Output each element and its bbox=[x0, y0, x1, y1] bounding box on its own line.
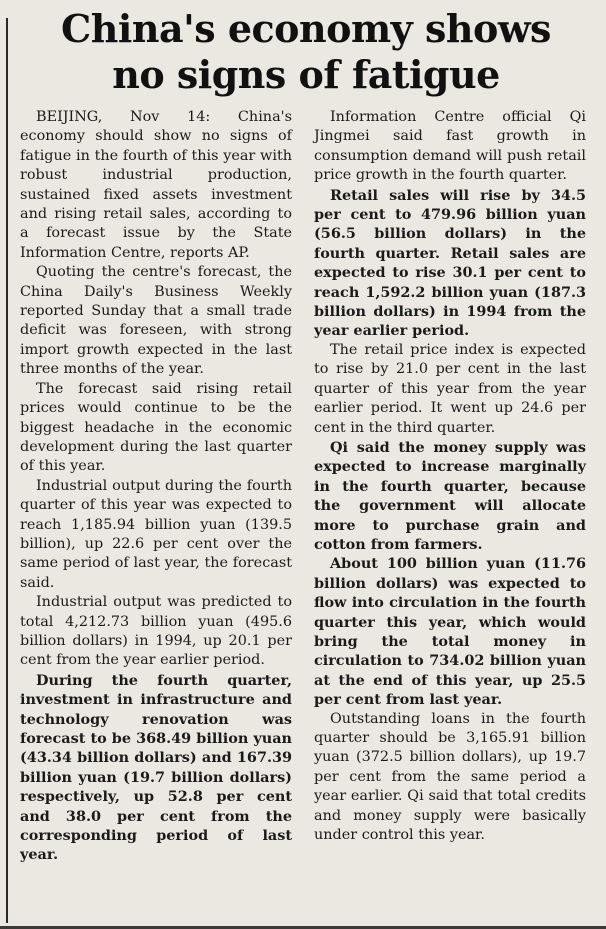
paragraph: The forecast said rising retail prices would continue to be the biggest headache in the economic development during the last quarter of this year. bbox=[20, 380, 292, 475]
headline-line-2: no signs of fatigue bbox=[112, 52, 500, 97]
headline bbox=[14, 6, 598, 98]
paragraph: About 100 billion yuan (11.76 billion dollars) was expected to flow into circulation in the fourth quarter this year, which would bring the total money in circulation to 734.02 billion yuan at the end of this year, up 25.5 per cent from last year. bbox=[314, 555, 586, 709]
paragraph: Information Centre official Qi Jingmei said fast growth in consumption demand will push retail price growth in the fourth quarter. bbox=[314, 109, 586, 184]
paragraph: Industrial output during the fourth quarter of this year was expected to reach 1,185.94 billion yuan (139.5 billion), up 22.6 per cent over the same period of last year, the forecast said. bbox=[20, 477, 292, 591]
paragraph: Qi said the money supply was expected to increase marginally in the fourth quarter, because the government will allocate more to purchase grain and cotton from farmers. bbox=[314, 438, 586, 553]
paragraph: BEIJING, Nov 14: China's economy should show no signs of fatigue in the fourth of this year with robust industrial production, sustained fixed assets investment and rising retail sales, according to a forecast issue by the State Information Centre, reports AP. bbox=[20, 109, 292, 261]
paragraph: Industrial output was predicted to total 4,212.73 billion yuan (495.6 billion dollars) in 1994, up 20.1 per cent from the year earlier period. bbox=[20, 594, 292, 669]
paragraph: Quoting the centre's forecast, the China Daily's Business Weekly reported Sunday that a small trade deficit was foreseen, with strong import growth expected in the last three months of the year. bbox=[20, 264, 292, 378]
paragraph: During the fourth quarter, investment in infrastructure and technology renovation was forecast to be 368.49 billion yuan (43.34 billion dollars) and 167.39 billion yuan (19.7 billion dollars) respectively, up 52.8 per cent and 38.0 per cent from the corresponding period of last year. bbox=[20, 671, 292, 864]
paragraph: Retail sales will rise by 34.5 per cent to 479.96 billion yuan (56.5 billion dollars) in the fourth quarter. Retail sales are expected to rise 30.1 per cent to reach 1,592.2 billion yuan (187.3 billion dollars) in 1994 from the year earlier period. bbox=[314, 186, 586, 340]
headline-line-1: China's economy shows bbox=[61, 6, 551, 51]
left-column bbox=[20, 108, 292, 865]
paragraph: The retail price index is expected to rise by 21.0 per cent in the last quarter of this year from the year earlier period. It went up 24.6 per cent in the third quarter. bbox=[314, 341, 586, 436]
paragraph: Outstanding loans in the fourth quarter should be 3,165.91 billion yuan (372.5 billion dollars), up 19.7 per cent from the same period a year earlier. Qi said that total credits and money supply were basically under control this year. bbox=[314, 710, 586, 844]
right-column bbox=[314, 108, 586, 845]
column-rule bbox=[6, 18, 8, 923]
